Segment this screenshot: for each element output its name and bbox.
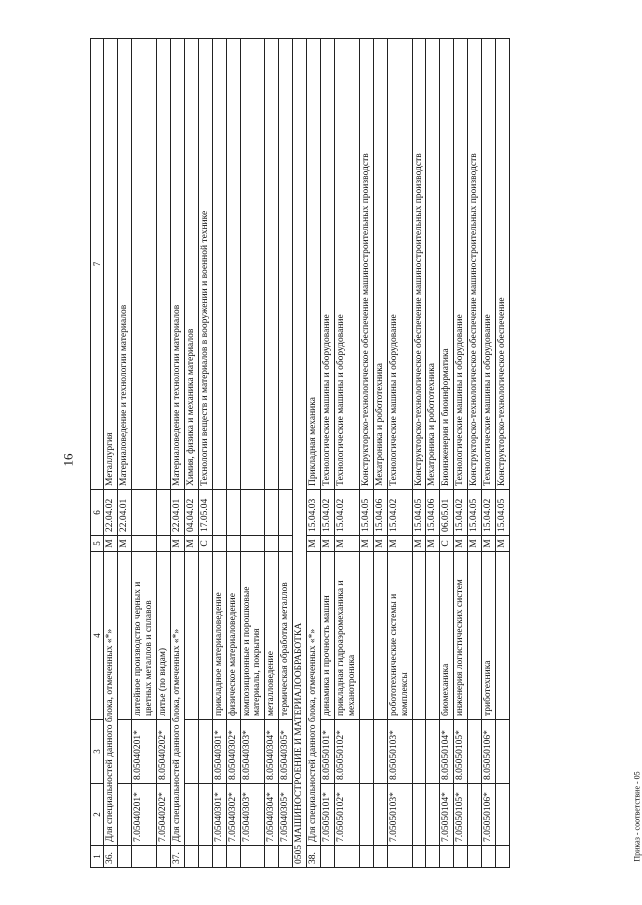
table-row: [184, 39, 198, 868]
header-cell: 7: [91, 39, 104, 490]
empty-cell: [359, 720, 373, 784]
table-row: [198, 39, 212, 868]
old-specialty-cell: литейное производство черных и цветных металлов и сплавов: [132, 552, 157, 720]
code-cell: [226, 490, 240, 536]
old-code-cell: 7.05040201*: [132, 784, 157, 846]
old-code-cell: 7.05050101*: [321, 784, 335, 846]
code-cell: 17.05.04: [198, 490, 212, 536]
empty-cell: [157, 846, 171, 868]
empty-cell: [412, 552, 426, 720]
empty-cell: [359, 846, 373, 868]
old-specialty-cell: динамика и прочность машин: [321, 552, 335, 720]
old-specialty-cell: прикладная гидроаэромеханика и механотроника: [335, 552, 360, 720]
empty-cell: [412, 846, 426, 868]
table-row: [373, 39, 387, 868]
specialty-cell: Технологии веществ и материалов в вооружении и военной технике: [198, 39, 212, 490]
old-code-cell: 7.05040202*: [157, 784, 171, 846]
empty-cell: [118, 846, 132, 868]
table-row: [279, 39, 293, 868]
old-specialty-cell: металловедение: [265, 552, 279, 720]
empty-cell: [426, 552, 440, 720]
block-note: Для специальностей данного блока, отмеченных «*»: [307, 552, 321, 846]
row-number: 36.: [104, 846, 118, 868]
old-specialty-cell: физическое материаловедение: [226, 552, 240, 720]
empty-cell: [496, 552, 510, 720]
specialty-cell: Металлургия: [104, 39, 118, 490]
empty-cell: [184, 720, 198, 784]
specialty-cell: Конструкторско-технологическое обеспечение машиностроительных производств: [412, 39, 426, 490]
specialty-cell: Конструкторско-технологическое обеспечение машиностроительных производств: [359, 39, 373, 490]
level-cell: С: [440, 536, 454, 552]
empty-cell: [198, 552, 212, 720]
old-code-cell: 8.05040202*: [157, 720, 171, 784]
empty-cell: [198, 784, 212, 846]
level-cell: М: [359, 536, 373, 552]
empty-cell: [468, 552, 482, 720]
empty-cell: [118, 784, 132, 846]
old-specialty-cell: термическая обработка металлов: [279, 552, 293, 720]
header-cell: 6: [91, 490, 104, 536]
specialty-cell: Технологические машины и оборудование: [321, 39, 335, 490]
empty-cell: [118, 720, 132, 784]
table-row: [468, 39, 482, 868]
code-cell: 15.04.06: [426, 490, 440, 536]
empty-cell: [426, 846, 440, 868]
empty-cell: [468, 720, 482, 784]
specialty-cell: Технологические машины и оборудование: [335, 39, 360, 490]
code-cell: 22.04.01: [118, 490, 132, 536]
old-code-cell: 8.05050102*: [335, 720, 360, 784]
old-code-cell: 7.05040301*: [212, 784, 226, 846]
table-row: [359, 39, 373, 868]
header-row: [91, 39, 104, 868]
block-note: Для специальностей данного блока, отмеченных «*»: [104, 552, 118, 846]
level-cell: [240, 536, 265, 552]
specialty-cell: [240, 39, 265, 490]
empty-cell: [198, 720, 212, 784]
specialty-cell: Химия, физика и механика материалов: [184, 39, 198, 490]
old-specialty-cell: литье (по видам): [157, 552, 171, 720]
code-cell: 15.04.03: [307, 490, 321, 536]
table-row: [118, 39, 132, 868]
specialty-cell: [132, 39, 157, 490]
section-heading: 0505 МАШИНОСТРОЕНИЕ И МАТЕРИАЛООБРАБОТКА: [293, 39, 307, 868]
specialty-cell: Прикладная механика: [307, 39, 321, 490]
footer-note: Приказ - соответствие - 05: [632, 771, 642, 862]
level-cell: С: [198, 536, 212, 552]
specialty-cell: Биоинженерия и биоинформатика: [440, 39, 454, 490]
code-cell: 15.04.02: [335, 490, 360, 536]
empty-cell: [184, 552, 198, 720]
table-row: [482, 39, 496, 868]
old-code-cell: 8.05040305*: [279, 720, 293, 784]
old-code-cell: 7.05050102*: [335, 784, 360, 846]
old-code-cell: 7.05040305*: [279, 784, 293, 846]
old-code-cell: 7.05050103*: [387, 784, 412, 846]
table-row: [265, 39, 279, 868]
level-cell: М: [170, 536, 184, 552]
table-row: [212, 39, 226, 868]
empty-cell: [373, 846, 387, 868]
empty-cell: [426, 784, 440, 846]
table-row: [157, 39, 171, 868]
code-cell: 15.04.05: [359, 490, 373, 536]
code-cell: 15.04.05: [496, 490, 510, 536]
table-body: [104, 39, 510, 868]
level-cell: М: [496, 536, 510, 552]
empty-cell: [359, 784, 373, 846]
old-code-cell: 7.05040303*: [240, 784, 265, 846]
code-cell: [279, 490, 293, 536]
code-cell: 15.04.06: [373, 490, 387, 536]
specialty-cell: Технологические машины и оборудование: [387, 39, 412, 490]
empty-cell: [496, 720, 510, 784]
table-row: [412, 39, 426, 868]
empty-cell: [496, 784, 510, 846]
table-row: [454, 39, 468, 868]
code-cell: [212, 490, 226, 536]
old-code-cell: 8.05040301*: [212, 720, 226, 784]
table-row: [321, 39, 335, 868]
specialty-cell: Мехатроника и робототехника: [426, 39, 440, 490]
empty-cell: [212, 846, 226, 868]
level-cell: [226, 536, 240, 552]
code-cell: 15.04.02: [454, 490, 468, 536]
level-cell: М: [184, 536, 198, 552]
code-cell: 15.04.05: [468, 490, 482, 536]
table-row: [496, 39, 510, 868]
code-cell: 15.04.05: [412, 490, 426, 536]
old-code-cell: 7.05050105*: [454, 784, 468, 846]
empty-cell: [184, 846, 198, 868]
table-row: [335, 39, 360, 868]
table-row: [307, 39, 321, 868]
correspondence-table: [90, 38, 510, 868]
level-cell: М: [468, 536, 482, 552]
old-code-cell: 7.05040302*: [226, 784, 240, 846]
specialty-cell: [279, 39, 293, 490]
code-cell: 15.04.02: [482, 490, 496, 536]
specialty-cell: [212, 39, 226, 490]
level-cell: М: [307, 536, 321, 552]
empty-cell: [496, 846, 510, 868]
empty-cell: [240, 846, 265, 868]
old-code-cell: 8.05040302*: [226, 720, 240, 784]
block-note: Для специальностей данного блока, отмеченных «*»: [170, 552, 184, 846]
specialty-cell: [157, 39, 171, 490]
page-number: 16: [60, 453, 76, 467]
empty-cell: [440, 846, 454, 868]
old-code-cell: 8.05050106*: [482, 720, 496, 784]
old-code-cell: 8.05050103*: [387, 720, 412, 784]
empty-cell: [265, 846, 279, 868]
empty-cell: [198, 846, 212, 868]
empty-cell: [412, 784, 426, 846]
header-cell: 3: [91, 720, 104, 784]
empty-cell: [321, 846, 335, 868]
old-code-cell: 7.05050104*: [440, 784, 454, 846]
old-code-cell: 8.05050101*: [321, 720, 335, 784]
empty-cell: [373, 720, 387, 784]
level-cell: М: [118, 536, 132, 552]
code-cell: 15.04.02: [321, 490, 335, 536]
code-cell: [240, 490, 265, 536]
old-code-cell: 8.05050105*: [454, 720, 468, 784]
table-row: [440, 39, 454, 868]
level-cell: [212, 536, 226, 552]
empty-cell: [118, 552, 132, 720]
header-cell: 4: [91, 552, 104, 720]
code-cell: 22.04.02: [104, 490, 118, 536]
code-cell: 04.04.02: [184, 490, 198, 536]
specialty-cell: [265, 39, 279, 490]
empty-cell: [412, 720, 426, 784]
specialty-cell: [226, 39, 240, 490]
empty-cell: [387, 846, 412, 868]
header-cell: 5: [91, 536, 104, 552]
old-specialty-cell: биомеханика: [440, 552, 454, 720]
empty-cell: [468, 846, 482, 868]
level-cell: М: [335, 536, 360, 552]
header-cell: 1: [91, 846, 104, 868]
code-cell: 06.05.01: [440, 490, 454, 536]
empty-cell: [132, 846, 157, 868]
level-cell: [279, 536, 293, 552]
table-row: [104, 39, 118, 868]
old-specialty-cell: прикладное материаловедение: [212, 552, 226, 720]
level-cell: [265, 536, 279, 552]
empty-cell: [454, 846, 468, 868]
level-cell: [157, 536, 171, 552]
empty-cell: [482, 846, 496, 868]
old-specialty-cell: инженерия логистических систем: [454, 552, 468, 720]
empty-cell: [226, 846, 240, 868]
header-cell: 2: [91, 784, 104, 846]
level-cell: М: [426, 536, 440, 552]
old-code-cell: 8.05040304*: [265, 720, 279, 784]
specialty-cell: Мехатроника и робототехника: [373, 39, 387, 490]
row-number: 37.: [170, 846, 184, 868]
empty-cell: [468, 784, 482, 846]
level-cell: [132, 536, 157, 552]
table-row: [426, 39, 440, 868]
specialty-cell: Материаловедение и технологии материалов: [118, 39, 132, 490]
old-specialty-cell: композиционные и порошковые материалы, покрытия: [240, 552, 265, 720]
code-cell: [157, 490, 171, 536]
old-code-cell: 7.05050106*: [482, 784, 496, 846]
specialty-cell: Технологические машины и оборудование: [482, 39, 496, 490]
old-code-cell: 8.05050104*: [440, 720, 454, 784]
old-code-cell: 8.05040303*: [240, 720, 265, 784]
table-row: [132, 39, 157, 868]
code-cell: 22.04.01: [170, 490, 184, 536]
old-specialty-cell: триботехника: [482, 552, 496, 720]
table-row: [293, 39, 307, 868]
level-cell: М: [373, 536, 387, 552]
table-row: [226, 39, 240, 868]
specialty-cell: Материаловедение и технологии материалов: [170, 39, 184, 490]
level-cell: М: [454, 536, 468, 552]
table-row: [387, 39, 412, 868]
old-code-cell: 8.05040201*: [132, 720, 157, 784]
empty-cell: [373, 552, 387, 720]
row-number: 38.: [307, 846, 321, 868]
level-cell: М: [104, 536, 118, 552]
table-row: [170, 39, 184, 868]
old-specialty-cell: робототехнические системы и комплексы: [387, 552, 412, 720]
old-code-cell: 7.05040304*: [265, 784, 279, 846]
specialty-cell: Конструкторско-технологическое обеспечение: [496, 39, 510, 490]
level-cell: М: [482, 536, 496, 552]
table-row: [240, 39, 265, 868]
level-cell: М: [412, 536, 426, 552]
level-cell: М: [387, 536, 412, 552]
empty-cell: [426, 720, 440, 784]
code-cell: [265, 490, 279, 536]
level-cell: М: [321, 536, 335, 552]
empty-cell: [335, 846, 360, 868]
empty-cell: [359, 552, 373, 720]
code-cell: [132, 490, 157, 536]
empty-cell: [279, 846, 293, 868]
empty-cell: [373, 784, 387, 846]
code-cell: 15.04.02: [387, 490, 412, 536]
specialty-cell: Технологические машины и оборудование: [454, 39, 468, 490]
specialty-cell: Конструкторско-технологическое обеспечение машиностроительных производств: [468, 39, 482, 490]
rotated-table-container: [90, 38, 576, 868]
empty-cell: [184, 784, 198, 846]
